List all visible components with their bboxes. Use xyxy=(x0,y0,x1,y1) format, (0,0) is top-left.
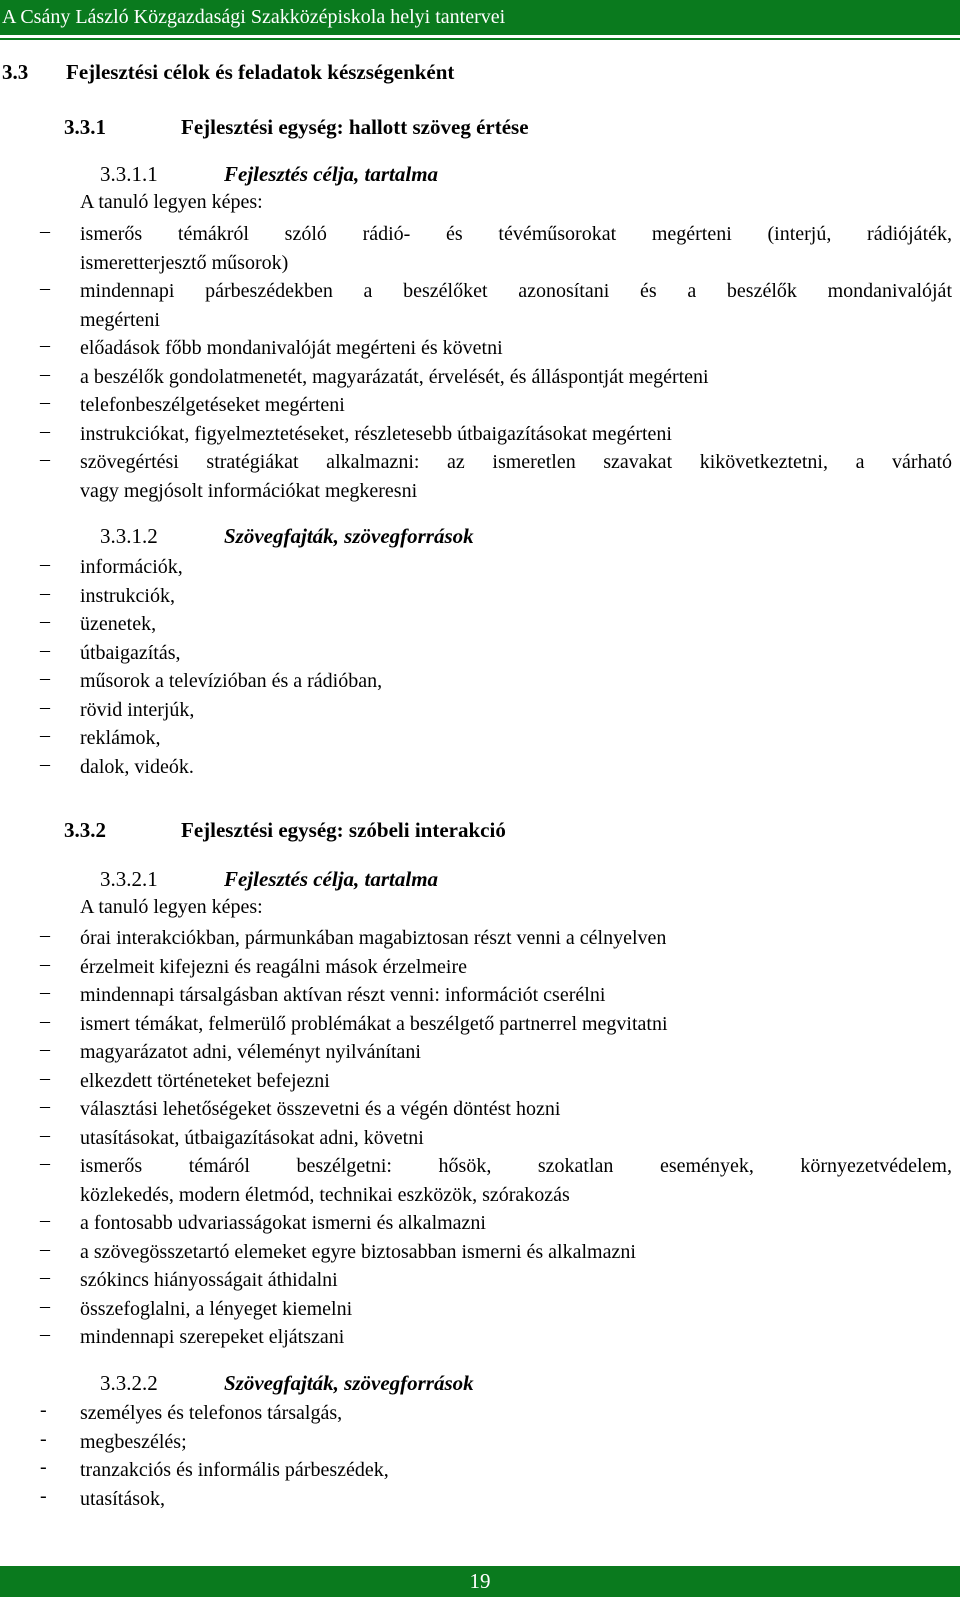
unit1-goals-title: Fejlesztés célja, tartalma xyxy=(224,162,439,186)
unit2-genres-heading xyxy=(100,1371,474,1396)
bullet-dash: – xyxy=(40,391,50,413)
list-item-text: a szövegösszetartó elemeket egyre biztosabban ismerni és alkalmazni xyxy=(80,1240,636,1263)
bullet-dash: – xyxy=(40,362,50,385)
bullet-dash: – xyxy=(40,1123,50,1146)
unit2-goals-number: 3.3.2.1 xyxy=(100,867,158,891)
list-item-text: ismerős témáról beszélgetni: hősök, szokatlan események, környezetvédelem, xyxy=(80,1155,952,1177)
bullet-dash: – xyxy=(40,695,50,718)
list-item-continuation: ismeretterjesztő műsorok) xyxy=(80,251,289,274)
unit1-goals-heading xyxy=(100,162,439,187)
running-header xyxy=(0,0,960,35)
list-item-text: órai interakciókban, pármunkában magabiztosan részt venni a célnyelven xyxy=(80,927,667,949)
list-item-text: instrukciókat, figyelmeztetéseket, részletesebb útbaigazításokat megérteni xyxy=(80,422,672,445)
list-item-text: információk, xyxy=(80,556,183,578)
list-item-text: utasítások, xyxy=(80,1487,165,1510)
unit1-heading xyxy=(64,115,529,140)
unit2-genres-title: Szövegfajták, szövegforrások xyxy=(224,1371,474,1395)
list-item-text: mindennapi szerepeket eljátszani xyxy=(80,1326,345,1348)
bullet-dash: – xyxy=(40,1152,50,1174)
list-item-text: rövid interjúk, xyxy=(80,698,195,721)
page-number: 19 xyxy=(469,1569,491,1593)
unit1-goals-intro: A tanuló legyen képes: xyxy=(80,191,263,213)
list-item-text: szókincs hiányosságait áthidalni xyxy=(80,1269,338,1291)
list-item-text: dalok, videók. xyxy=(80,755,194,778)
list-item-text: mindennapi társalgásban aktívan részt venni: információt cserélni xyxy=(80,984,606,1006)
unit1-genres-title: Szövegfajták, szövegforrások xyxy=(224,524,474,548)
list-item-text: telefonbeszélgetéseket megérteni xyxy=(80,394,345,416)
list-item-continuation: vagy megjósolt információkat megkeresni xyxy=(80,479,418,502)
list-item-text: utasításokat, útbaigazításokat adni, követni xyxy=(80,1126,424,1149)
unit1-title: Fejlesztési egység: hallott szöveg értése xyxy=(181,115,529,139)
list-item-text: ismert témákat, felmerülő problémákat a beszélgető partnerrel megvitatni xyxy=(80,1012,668,1035)
bullet-dash: – xyxy=(40,1009,50,1032)
unit1-genres-number: 3.3.1.2 xyxy=(100,524,158,548)
bullet-dash: – xyxy=(40,638,50,661)
bullet-dash: – xyxy=(40,448,50,470)
list-item-text: tranzakciós és informális párbeszédek, xyxy=(80,1459,389,1481)
list-item-text: választási lehetőségeket összevetni és a végén döntést hozni xyxy=(80,1098,561,1120)
list-item-text: megbeszélés; xyxy=(80,1430,187,1453)
bullet-dash: – xyxy=(40,924,50,946)
list-item-text: műsorok a televízióban és a rádióban, xyxy=(80,670,383,692)
list-item-text: a beszélők gondolatmenetét, magyarázatát, érvelését, és álláspontját megérteni xyxy=(80,365,709,388)
bullet-dash: – xyxy=(40,981,50,1003)
bullet-dash: – xyxy=(40,610,50,632)
list-item-text: instrukciók, xyxy=(80,584,175,607)
unit1-goals-number: 3.3.1.1 xyxy=(100,162,158,186)
bullet-dash: – xyxy=(40,1237,50,1260)
bullet-dash: - xyxy=(40,1399,47,1421)
bullet-dash: – xyxy=(40,952,50,975)
unit2-title: Fejlesztési egység: szóbeli interakció xyxy=(181,818,506,842)
unit1-genres-heading xyxy=(100,524,474,549)
unit2-goals-heading xyxy=(100,867,439,892)
bullet-dash: – xyxy=(40,1066,50,1089)
list-item-text: összefoglalni, a lényeget kiemelni xyxy=(80,1297,353,1320)
list-item-text: szövegértési stratégiákat alkalmazni: az ismeretlen szavakat kikövetkeztetni, a várható xyxy=(80,451,952,473)
list-item-continuation: közlekedés, modern életmód, technikai eszközök, szórakozás xyxy=(80,1183,570,1206)
section-title: Fejlesztési célok és feladatok készségenként xyxy=(66,60,455,84)
unit2-goals-title: Fejlesztés célja, tartalma xyxy=(224,867,439,891)
list-item-text: ismerős témákról szóló rádió- és tévéműsorokat megérteni (interjú, rádiójáték, xyxy=(80,223,952,245)
bullet-dash: – xyxy=(40,1209,50,1231)
bullet-dash: - xyxy=(40,1427,47,1450)
unit1-number: 3.3.1 xyxy=(64,115,106,139)
bullet-dash: – xyxy=(40,667,50,689)
list-item-text: üzenetek, xyxy=(80,613,157,635)
bullet-dash: - xyxy=(40,1484,47,1507)
section-heading xyxy=(2,60,455,85)
unit2-number: 3.3.2 xyxy=(64,818,106,842)
unit2-heading xyxy=(64,818,506,843)
bullet-dash: – xyxy=(40,1266,50,1288)
list-item-text: érzelmeit kifejezni és reagálni mások érzelmeire xyxy=(80,955,468,978)
section-number: 3.3 xyxy=(2,60,29,84)
list-item-text: reklámok, xyxy=(80,727,161,749)
list-item-text: mindennapi párbeszédekben a beszélőket azonosítani és a beszélők mondanivalóját xyxy=(80,280,952,302)
bullet-dash: – xyxy=(40,553,50,575)
bullet-dash: – xyxy=(40,724,50,746)
bullet-dash: – xyxy=(40,752,50,775)
bullet-dash: – xyxy=(40,277,50,299)
list-item-text: útbaigazítás, xyxy=(80,641,181,664)
header-title: A Csány László Közgazdasági Szakközépiskola helyi tantervei xyxy=(2,6,506,28)
unit2-goals-intro: A tanuló legyen képes: xyxy=(80,896,263,918)
list-item-text: elkezdett történeteket befejezni xyxy=(80,1069,330,1092)
header-rule xyxy=(0,38,960,40)
bullet-dash: – xyxy=(40,1038,50,1060)
running-footer xyxy=(0,1566,960,1597)
bullet-dash: – xyxy=(40,1095,50,1117)
unit2-genres-number: 3.3.2.2 xyxy=(100,1371,158,1395)
list-item-text: előadások főbb mondanivalóját megérteni és követni xyxy=(80,337,503,359)
list-item-text: a fontosabb udvariasságokat ismerni és alkalmazni xyxy=(80,1212,486,1234)
bullet-dash: – xyxy=(40,334,50,356)
bullet-dash: – xyxy=(40,419,50,442)
list-item-text: magyarázatot adni, véleményt nyilvánítani xyxy=(80,1041,421,1063)
list-item-text: személyes és telefonos társalgás, xyxy=(80,1402,343,1424)
bullet-dash: – xyxy=(40,1294,50,1317)
bullet-dash: – xyxy=(40,581,50,604)
bullet-dash: - xyxy=(40,1456,47,1478)
list-item-continuation: megérteni xyxy=(80,308,160,331)
bullet-dash: – xyxy=(40,1323,50,1345)
bullet-dash: – xyxy=(40,220,50,242)
